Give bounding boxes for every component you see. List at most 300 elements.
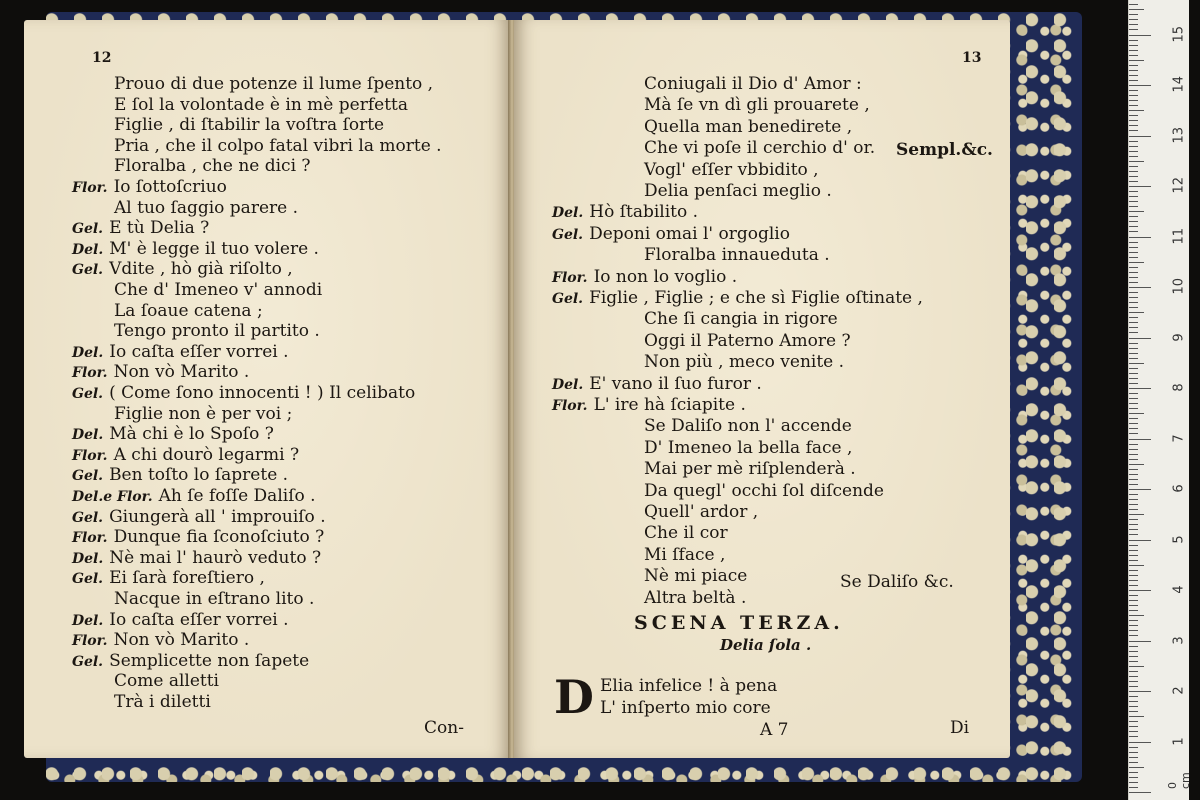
ruler-tick xyxy=(1129,454,1138,455)
right-page xyxy=(514,20,1010,758)
verse-text: Nè mai l' haurò veduto ? xyxy=(109,547,322,568)
verse-text: Figlie non è per voi ; xyxy=(114,403,293,424)
verse-text: Vogl' eſſer vbbidito , xyxy=(644,159,819,180)
verse-text: L' ire hà ſciapite . xyxy=(593,395,746,415)
speaker-label: Del. xyxy=(552,376,584,393)
scene-subtitle: Delia ſola . xyxy=(720,636,812,654)
ruler-tick xyxy=(1129,489,1151,490)
ruler-tick xyxy=(1129,29,1138,30)
verse-text: Dunque fia ſconoſciuto ? xyxy=(113,527,325,548)
verse-line xyxy=(114,280,322,300)
verse-text: Trà i diletti xyxy=(114,692,211,712)
ruler-tick xyxy=(1129,752,1138,753)
ruler-tick xyxy=(1129,75,1138,76)
ruler-tick xyxy=(1129,247,1138,248)
ruler-tick xyxy=(1129,560,1138,561)
verse-text: Deponi omai l' orgoglio xyxy=(589,223,790,244)
verse-line xyxy=(72,259,293,280)
ruler-tick xyxy=(1129,651,1138,652)
speaker-label: Gel. xyxy=(72,509,104,526)
speaker-label: Flor. xyxy=(552,398,588,414)
ruler-tick xyxy=(1129,65,1138,66)
verse-line xyxy=(644,352,844,372)
ruler-tick xyxy=(1129,226,1138,227)
ruler-tick xyxy=(1129,656,1138,657)
ruler-tick xyxy=(1129,509,1138,510)
ruler-tick xyxy=(1129,514,1144,515)
verse-text: Vdite , hò già riſolto , xyxy=(109,259,293,280)
verse-line xyxy=(72,610,289,631)
ruler-tick xyxy=(1129,787,1138,788)
ruler-tick xyxy=(1129,35,1151,36)
speaker-label: Del.e Flor. xyxy=(72,489,153,505)
verse-text: Io caſta eſſer vorrei . xyxy=(109,609,289,630)
verse-line xyxy=(72,486,316,507)
ruler-tick xyxy=(1129,428,1138,429)
ruler-number: 9 xyxy=(1171,332,1187,342)
ruler-tick xyxy=(1129,348,1138,349)
ruler-tick xyxy=(1129,620,1138,621)
ruler-tick xyxy=(1129,747,1138,748)
verse-text: Che il cor xyxy=(644,523,728,544)
ruler-number: 13 xyxy=(1171,126,1187,143)
ruler-tick xyxy=(1129,418,1138,419)
verse-text: Pria , che il colpo fatal vibri la morte . xyxy=(114,135,442,156)
ruler-tick xyxy=(1129,50,1138,51)
verse-line xyxy=(114,404,292,424)
ruler-tick xyxy=(1129,630,1138,631)
verse-text: Nacque in eſtrano lito . xyxy=(114,589,315,609)
verse-text: Hò ſtabilito . xyxy=(589,202,699,223)
ruler-number: 7 xyxy=(1171,433,1187,443)
ruler-tick xyxy=(1129,575,1138,576)
ruler-tick xyxy=(1129,272,1138,273)
ruler-tick xyxy=(1129,524,1138,525)
verse-line xyxy=(552,267,737,288)
verse-line xyxy=(72,239,319,260)
verse-text: Mai per mè riſplenderà . xyxy=(644,459,856,480)
verse-text: Non vò Marito . xyxy=(113,630,250,651)
ruler-tick xyxy=(1129,676,1138,677)
verse-line xyxy=(114,671,219,691)
verse-text: Io caſta eſſer vorrei . xyxy=(109,341,289,362)
speaker-label: Gel. xyxy=(552,226,584,243)
ruler-tick xyxy=(1129,277,1138,278)
verse-line xyxy=(72,507,326,528)
ruler-tick xyxy=(1129,641,1151,642)
scene-heading: SCENA TERZA. xyxy=(634,612,844,634)
ruler-tick xyxy=(1129,519,1138,520)
ruler-tick xyxy=(1129,590,1151,591)
ruler-tick xyxy=(1129,459,1138,460)
ruler-tick xyxy=(1129,4,1138,5)
speaker-label: Del. xyxy=(72,550,104,567)
verse-line xyxy=(72,445,299,466)
ruler-tick xyxy=(1129,484,1138,485)
ruler-tick xyxy=(1129,610,1138,611)
verse-text: Che d' Imeneo v' annodi xyxy=(114,280,323,300)
ruler-tick xyxy=(1129,221,1138,222)
ruler-number: 11 xyxy=(1171,227,1187,244)
ruler-tick xyxy=(1129,736,1138,737)
verse-text: Figlie , di ſtabilir la voſtra ſorte xyxy=(114,115,385,136)
ruler-tick xyxy=(1129,413,1144,414)
ruler-tick xyxy=(1129,373,1138,374)
ruler-tick xyxy=(1129,363,1144,364)
ruler-tick xyxy=(1129,671,1138,672)
ruler-tick xyxy=(1129,60,1144,61)
ruler-tick xyxy=(1129,529,1138,530)
verse-text: Prouo di due potenze il lume ſpento , xyxy=(114,74,434,94)
measuring-ruler xyxy=(1128,0,1192,800)
ruler-tick xyxy=(1129,474,1138,475)
ruler-tick xyxy=(1129,338,1151,339)
ruler-tick xyxy=(1129,196,1138,197)
ruler-tick xyxy=(1129,252,1138,253)
verse-line xyxy=(552,374,762,395)
ruler-tick xyxy=(1129,681,1138,682)
ruler-tick xyxy=(1129,408,1138,409)
ruler-tick xyxy=(1129,267,1138,268)
ruler-tick xyxy=(1129,353,1138,354)
ruler-tick xyxy=(1129,95,1138,96)
verse-text: Coniugali il Dio d' Amor : xyxy=(644,74,862,94)
ruler-tick xyxy=(1129,358,1138,359)
drop-cap: D xyxy=(554,670,594,724)
verse-text: Delia penſaci meglio . xyxy=(644,181,832,201)
ruler-tick xyxy=(1129,317,1138,318)
ruler-tick xyxy=(1129,625,1138,626)
verse-text: Mà chi è lo Spoſo ? xyxy=(109,424,274,445)
verse-text: Quella man benedirete , xyxy=(644,116,853,137)
ruler-tick xyxy=(1129,110,1144,111)
ruler-tick xyxy=(1129,176,1138,177)
ruler-tick xyxy=(1129,327,1138,328)
verse-text: ( Come ſono innocenti ! ) Il celibato xyxy=(109,383,416,403)
ruler-tick xyxy=(1129,726,1138,727)
speaker-label: Gel. xyxy=(72,262,104,279)
speaker-label: Del. xyxy=(72,427,104,444)
ruler-tick xyxy=(1129,777,1138,778)
ruler-tick xyxy=(1129,130,1138,131)
ruler-tick xyxy=(1129,757,1138,758)
scene-line: L' inſperto mio core xyxy=(600,698,771,718)
ruler-tick xyxy=(1129,499,1138,500)
ruler-tick xyxy=(1129,151,1138,152)
ruler-tick xyxy=(1129,343,1138,344)
verse-text: Che vi poſe il cerchio d' or. xyxy=(644,138,876,159)
verse-line xyxy=(114,692,211,712)
verse-line xyxy=(72,527,324,548)
verse-line xyxy=(552,288,923,309)
speaker-label: Gel. xyxy=(72,221,104,238)
left-page xyxy=(24,20,510,758)
ruler-number: 3 xyxy=(1171,635,1187,645)
ruler-tick xyxy=(1129,383,1138,384)
speaker-label: Flor. xyxy=(552,269,588,286)
speaker-label: Flor. xyxy=(72,633,108,650)
verse-line xyxy=(644,588,746,608)
ruler-tick xyxy=(1129,772,1138,773)
ruler-tick xyxy=(1129,691,1151,692)
verse-line xyxy=(72,548,321,569)
ruler-tick xyxy=(1129,146,1138,147)
ruler-tick xyxy=(1129,332,1138,333)
ruler-tick xyxy=(1129,9,1144,10)
ruler-tick xyxy=(1129,156,1138,157)
verse-line xyxy=(72,218,209,239)
ruler-number: 12 xyxy=(1171,176,1187,194)
ruler-tick xyxy=(1129,696,1138,697)
ruler-tick xyxy=(1129,186,1151,187)
speaker-label: Del. xyxy=(72,612,104,629)
ruler-tick xyxy=(1129,605,1138,606)
ruler-tick xyxy=(1129,469,1138,470)
page-number: 12 xyxy=(92,50,112,66)
ruler-tick xyxy=(1129,555,1138,556)
ruler-tick xyxy=(1129,449,1138,450)
speaker-label: Del. xyxy=(72,344,104,361)
ruler-tick xyxy=(1129,762,1138,763)
verse-text: Oggi il Paterno Amore ? xyxy=(644,330,851,351)
verse-line xyxy=(114,115,384,135)
verse-text: Non più , meco venite . xyxy=(644,352,845,373)
ruler-tick xyxy=(1129,231,1138,232)
verse-text: Giungerà all ' improuiſo . xyxy=(109,506,326,527)
verse-line xyxy=(114,301,263,321)
verse-text: Che ſi cangia in rigore xyxy=(644,309,838,330)
speaker-label: Del. xyxy=(72,241,104,258)
ruler-unit-label: 0 cm xyxy=(1166,772,1192,789)
ruler-tick xyxy=(1129,125,1138,126)
verse-line xyxy=(114,589,314,609)
ruler-tick xyxy=(1129,120,1138,121)
ruler-tick xyxy=(1129,90,1138,91)
ruler-tick xyxy=(1129,767,1144,768)
ruler-tick xyxy=(1129,494,1138,495)
ruler-tick xyxy=(1129,545,1138,546)
verse-text: Ben toſto lo ſaprete . xyxy=(109,465,289,486)
verse-line xyxy=(72,424,274,445)
verse-text: Ei ſarà foreſtiero , xyxy=(109,568,265,589)
ruler-number: 10 xyxy=(1171,277,1187,295)
speaker-label: Flor. xyxy=(72,530,108,547)
verse-text: Da quegl' occhi ſol diſcende xyxy=(644,480,884,501)
ruler-tick xyxy=(1129,423,1138,424)
verse-line xyxy=(72,362,249,383)
ruler-tick xyxy=(1129,287,1151,288)
ruler-tick xyxy=(1129,742,1151,743)
verse-text: La ſoaue catena ; xyxy=(114,300,263,321)
verse-line xyxy=(72,630,249,651)
ruler-tick xyxy=(1129,595,1138,596)
verse-line xyxy=(644,245,830,265)
verse-line xyxy=(552,202,698,223)
scene-line: Elia infelice ! à pena xyxy=(600,676,778,696)
signature-mark: A 7 xyxy=(760,720,789,740)
verse-line xyxy=(72,342,289,363)
verse-text: Come alletti xyxy=(114,671,219,692)
ruler-tick xyxy=(1129,216,1138,217)
verse-text: Io ſottoſcriuo xyxy=(113,177,227,197)
verse-line xyxy=(114,74,433,94)
ruler-tick xyxy=(1129,55,1138,56)
ruler-tick xyxy=(1129,312,1144,313)
ruler-tick xyxy=(1129,464,1144,465)
repeat-cue: Se Daliſo &c. xyxy=(840,572,954,592)
ruler-tick xyxy=(1129,585,1138,586)
verse-text: Quell' ardor , xyxy=(644,502,759,522)
repeat-cue: Sempl.&c. xyxy=(896,140,993,160)
speaker-label: Flor. xyxy=(72,180,108,196)
verse-line xyxy=(72,568,265,589)
ruler-tick xyxy=(1129,297,1138,298)
ruler-number: 6 xyxy=(1171,484,1187,493)
verse-text: D' Imeneo la bella face , xyxy=(644,437,853,458)
ruler-tick xyxy=(1129,378,1138,379)
ruler-tick xyxy=(1129,666,1144,667)
verse-text: Mi ſface , xyxy=(644,544,726,565)
ruler-tick xyxy=(1129,706,1138,707)
verse-line xyxy=(644,309,838,329)
ruler-tick xyxy=(1129,721,1138,722)
speaker-label: Gel. xyxy=(72,571,104,588)
ruler-tick xyxy=(1129,80,1138,81)
verse-line xyxy=(644,545,725,565)
verse-line xyxy=(644,138,875,158)
ruler-tick xyxy=(1129,282,1138,283)
ruler-number: 8 xyxy=(1171,383,1187,392)
ruler-tick xyxy=(1129,85,1151,86)
verse-text: A chi dourò legarmi ? xyxy=(113,444,300,465)
verse-line xyxy=(72,383,415,404)
verse-line xyxy=(644,481,884,501)
verse-text: E' vano il ſuo furor . xyxy=(589,373,762,394)
ruler-tick xyxy=(1129,14,1138,15)
verse-text: Se Daliſo non l' accende xyxy=(644,416,852,437)
ruler-tick xyxy=(1129,105,1138,106)
ruler-tick xyxy=(1129,570,1138,571)
ruler-number: 1 xyxy=(1171,736,1187,746)
ruler-tick xyxy=(1129,661,1138,662)
ruler-tick xyxy=(1129,701,1138,702)
ruler-tick xyxy=(1129,615,1144,616)
ruler-tick xyxy=(1129,307,1138,308)
verse-text: Figlie , Figlie ; e che sì Figlie oſtinate , xyxy=(589,288,923,308)
verse-line xyxy=(644,160,819,180)
verse-text: Floralba , che ne dici ? xyxy=(114,156,311,177)
ruler-tick xyxy=(1129,716,1144,717)
ruler-tick xyxy=(1129,580,1138,581)
verse-line xyxy=(114,321,320,341)
ruler-tick xyxy=(1129,237,1151,238)
verse-line xyxy=(644,566,747,586)
ruler-tick xyxy=(1129,504,1138,505)
verse-text: Ah ſe foſſe Daliſo . xyxy=(158,486,316,506)
verse-line xyxy=(72,465,288,486)
verse-text: E ſol la volontade è in mè perfetta xyxy=(114,94,408,115)
verse-text: Floralba innaueduta . xyxy=(644,245,830,266)
ruler-tick xyxy=(1129,242,1138,243)
speaker-label: Flor. xyxy=(72,447,108,464)
ruler-tick xyxy=(1129,45,1138,46)
verse-line xyxy=(552,395,746,416)
page-number: 13 xyxy=(962,50,982,66)
ruler-number: 5 xyxy=(1171,534,1187,544)
ruler-tick xyxy=(1129,439,1151,440)
ruler-tick xyxy=(1129,322,1138,323)
verse-text: Io non lo voglio . xyxy=(593,266,738,287)
verse-text: Nè mi piace xyxy=(644,566,748,587)
speaker-label: Gel. xyxy=(72,386,104,402)
speaker-label: Gel. xyxy=(72,653,104,670)
ruler-tick xyxy=(1129,711,1138,712)
verse-text: Altra beltà . xyxy=(644,587,747,608)
ruler-tick xyxy=(1129,292,1138,293)
ruler-tick xyxy=(1129,635,1138,636)
ruler-tick xyxy=(1129,171,1138,172)
verse-line xyxy=(114,198,298,218)
ruler-tick xyxy=(1129,388,1151,389)
ruler-tick xyxy=(1129,262,1144,263)
verse-line xyxy=(114,95,408,115)
ruler-number: 2 xyxy=(1171,686,1187,695)
ruler-tick xyxy=(1129,24,1138,25)
verse-line xyxy=(644,74,862,94)
ruler-tick xyxy=(1129,166,1138,167)
verse-text: M' è legge il tuo volere . xyxy=(109,238,319,259)
verse-line xyxy=(644,502,758,522)
ruler-tick xyxy=(1129,181,1138,182)
ruler-tick xyxy=(1129,565,1144,566)
verse-line xyxy=(644,117,852,137)
ruler-tick xyxy=(1129,100,1138,101)
ruler-tick xyxy=(1129,782,1138,783)
ruler-tick xyxy=(1129,398,1138,399)
ruler-tick xyxy=(1129,211,1144,212)
ruler-tick xyxy=(1129,191,1138,192)
ruler-tick xyxy=(1129,731,1138,732)
ruler-tick xyxy=(1129,40,1138,41)
ruler-number: 4 xyxy=(1171,585,1187,594)
ruler-tick xyxy=(1129,257,1138,258)
ruler-number: 14 xyxy=(1171,75,1187,93)
ruler-tick xyxy=(1129,201,1138,202)
ruler-tick xyxy=(1129,540,1151,541)
ruler-number: 15 xyxy=(1171,25,1187,42)
ruler-tick xyxy=(1129,70,1138,71)
ruler-tick xyxy=(1129,403,1138,404)
verse-text: Al tuo ſaggio parere . xyxy=(114,197,299,218)
ruler-tick xyxy=(1129,433,1138,434)
speaker-label: Gel. xyxy=(72,468,104,485)
ruler-tick xyxy=(1129,115,1138,116)
verse-line xyxy=(644,523,728,543)
ruler-tick xyxy=(1129,550,1138,551)
ruler-tick xyxy=(1129,136,1151,137)
ruler-tick xyxy=(1129,686,1138,687)
ruler-tick xyxy=(1129,646,1138,647)
ruler-tick xyxy=(1129,368,1138,369)
ruler-tick xyxy=(1129,393,1138,394)
verse-line xyxy=(644,416,852,436)
ruler-tick xyxy=(1129,479,1138,480)
speaker-label: Del. xyxy=(552,205,584,222)
verse-line xyxy=(644,331,851,351)
ruler-tick xyxy=(1129,161,1144,162)
verse-line xyxy=(644,459,856,479)
speaker-label: Flor. xyxy=(72,365,108,382)
